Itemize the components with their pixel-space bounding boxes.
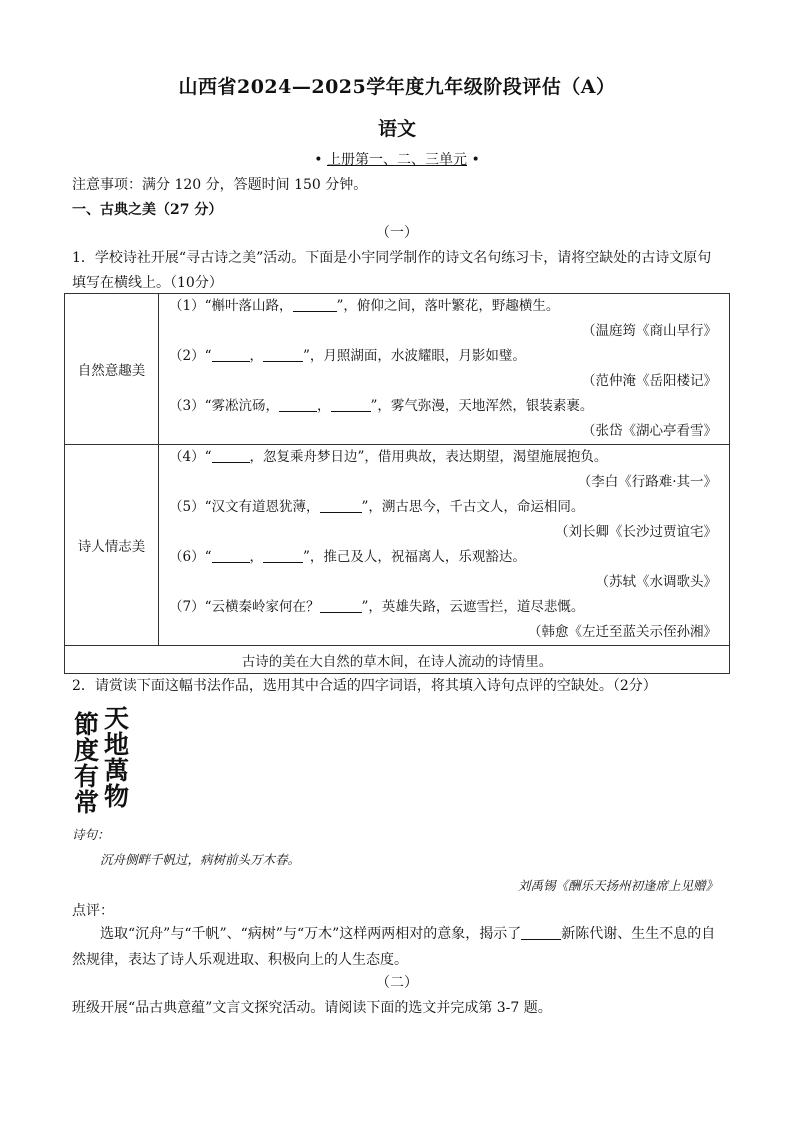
list-item: （4）“ ，忽复乘舟梦日边”，借用典故，表达期望，渴望施展抱负。 bbox=[169, 449, 608, 465]
item-source: （苏轼《水调歌头》 bbox=[595, 574, 717, 590]
item-source: （张岱《湖心亭看雪》 bbox=[582, 423, 717, 439]
calligraphy-column-left: 節 度 有 常 bbox=[74, 710, 100, 817]
subject-title: 语文 bbox=[377, 118, 416, 140]
answer-blank[interactable] bbox=[331, 397, 371, 412]
answer-blank[interactable] bbox=[263, 347, 303, 362]
section-heading: 一、古典之美（27 分） bbox=[72, 202, 223, 218]
item-source: （李白《行路难·其一》 bbox=[577, 474, 717, 490]
category-poet-items bbox=[159, 445, 730, 646]
part-label-1: （一） bbox=[376, 225, 418, 241]
answer-blank[interactable] bbox=[212, 548, 250, 563]
item-source: （温庭筠《商山早行》 bbox=[582, 323, 717, 339]
poem-source: 刘禹锡《酬乐天扬州初逢席上见赠》 bbox=[517, 878, 718, 893]
answer-blank[interactable] bbox=[521, 925, 561, 940]
unit-scope bbox=[0, 149, 794, 169]
poem-text: 沉舟侧畔千帆过，病树前头万木春。 bbox=[100, 852, 301, 867]
comment-paragraph: 选取“沉舟”与“千帆”、“病树”与“万木”这样两两相对的意象，揭示了 新陈代谢、生生不息的自然规律，表达了诗人乐观进取、积极向上的人生态度。 bbox=[72, 926, 716, 968]
part-label-2: （二） bbox=[376, 975, 418, 991]
notice: 注意事项：满分 120 分，答题时间 150 分钟。 bbox=[72, 177, 368, 193]
answer-blank[interactable] bbox=[212, 347, 250, 362]
comment-label: 点评： bbox=[72, 903, 114, 919]
scope-dot-left: • bbox=[314, 152, 323, 168]
poem-label: 诗句： bbox=[72, 827, 110, 842]
answer-blank[interactable] bbox=[293, 297, 337, 312]
list-item: （1）“槲叶落山路， ”，俯仰之间，落叶繁花，野趣横生。 bbox=[169, 298, 560, 314]
answer-blank[interactable] bbox=[263, 548, 303, 563]
answer-blank[interactable] bbox=[279, 397, 317, 412]
question-1-line-1: 1．学校诗社开展“寻古诗之美”活动。下面是小宇同学制作的诗文名句练习卡，请将空缺处的古诗文原句 bbox=[72, 250, 712, 266]
list-item: （6）“ ， ”，推己及人，祝福离人，乐观豁达。 bbox=[169, 549, 526, 565]
item-source: （刘长卿《长沙过贾谊宅》 bbox=[555, 524, 717, 540]
part-2-intro: 班级开展“品古典意蕴”文言文探究活动。请阅读下面的选文并完成第 3-7 题。 bbox=[72, 1000, 552, 1016]
answer-blank[interactable] bbox=[320, 498, 362, 513]
answer-blank[interactable] bbox=[320, 598, 362, 613]
calligraphy-column-right: 天 地 萬 物 bbox=[104, 704, 130, 811]
list-item: （3）“雾凇沆砀， ， ”，雾气弥漫，天地浑然，银装素裹。 bbox=[169, 398, 594, 414]
table-footer: 古诗的美在大自然的草木间，在诗人流动的诗情里。 bbox=[65, 646, 730, 674]
answer-blank[interactable] bbox=[212, 448, 250, 463]
table-row bbox=[65, 445, 730, 646]
table-row bbox=[65, 294, 730, 445]
question-1-line-2: 填写在横线上。（10分） bbox=[72, 275, 223, 291]
item-source: （范仲淹《岳阳楼记》 bbox=[582, 373, 717, 389]
table-row bbox=[65, 646, 730, 674]
list-item: （7）“云横秦岭家何在？ ”，英雄失路，云遮雪拦，道尽悲慨。 bbox=[169, 599, 585, 615]
scope-dot-right: • bbox=[471, 152, 480, 168]
item-source: （韩愈《左迁至蓝关示侄孙湘》 bbox=[528, 624, 717, 640]
poetry-practice-card bbox=[64, 293, 730, 674]
list-item: （5）“汉文有道恩犹薄， ”，溯古思今，千古文人，命运相同。 bbox=[169, 499, 585, 515]
category-poet: 诗人情志美 bbox=[65, 445, 159, 646]
category-nature-items bbox=[159, 294, 730, 445]
list-item: （2）“ ， ”，月照湖面，水波耀眼，月影如璧。 bbox=[169, 348, 526, 364]
scope-text: 上册第一、二、三单元 bbox=[327, 152, 467, 168]
exam-title: 山西省2024—2025学年度九年级阶段评估（A） bbox=[178, 76, 616, 98]
question-2-prompt: 2．请赏读下面这幅书法作品，选用其中合适的四字词语，将其填入诗句点评的空缺处。（2分） bbox=[72, 678, 657, 694]
category-nature: 自然意趣美 bbox=[65, 294, 159, 445]
